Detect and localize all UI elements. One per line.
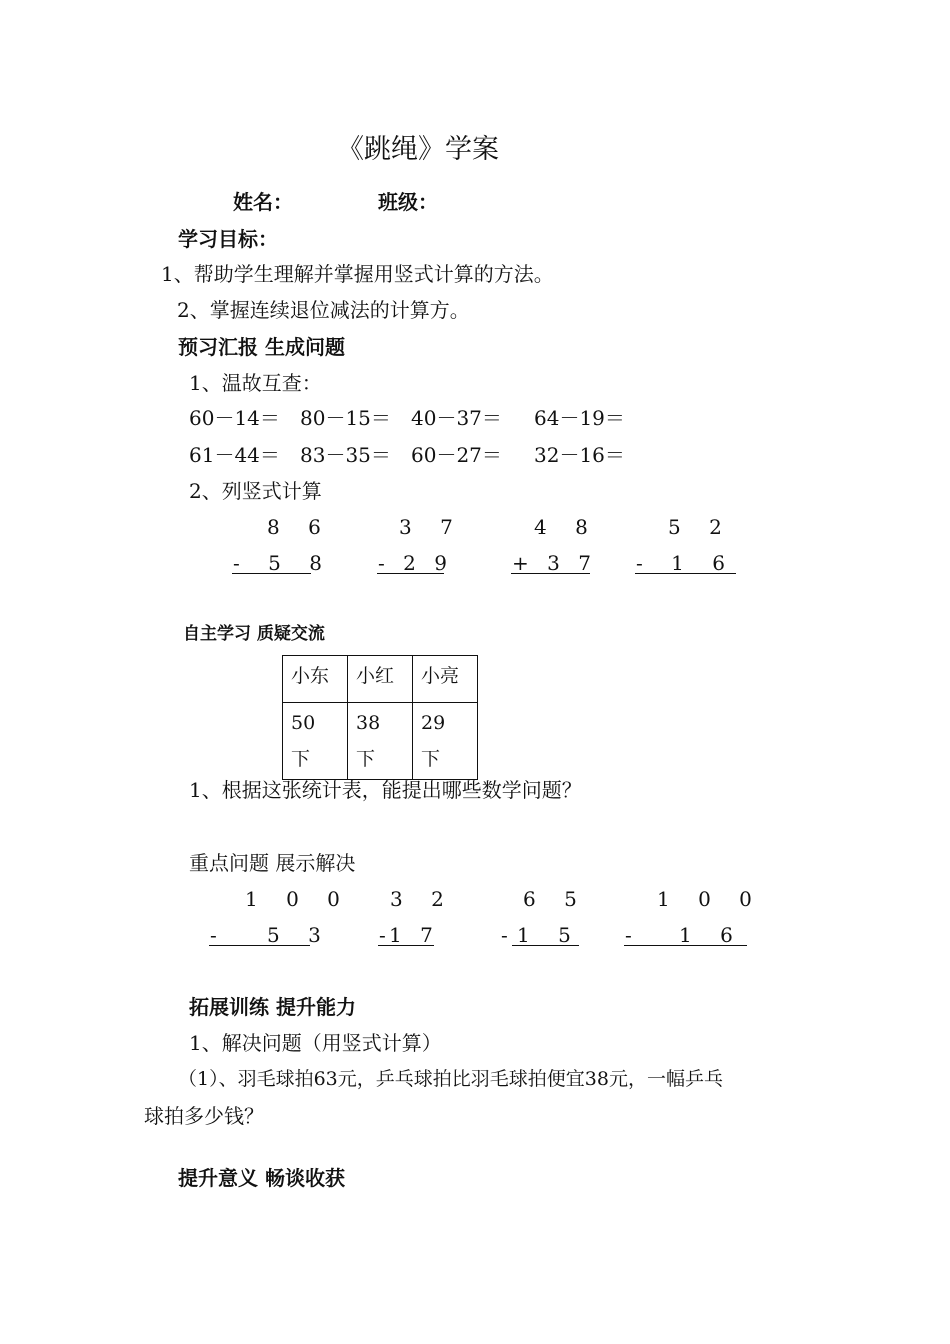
vcalc-4-bottom: - 1 6 (636, 551, 736, 575)
key-3-underline (512, 945, 579, 946)
stats-unit-xiaodong: 下 (291, 748, 311, 771)
extend-heading: 拓展训练 提升能力 (189, 995, 356, 1019)
stats-header-xiaoliang: 小亮 (413, 656, 478, 703)
self-study-heading: 自主学习 质疑交流 (183, 624, 325, 644)
key-2-underline (378, 945, 434, 946)
key-3-bottom: 1 5 (517, 923, 582, 947)
review-expr-8: 32－16＝ (534, 443, 625, 467)
stats-value-row (283, 703, 478, 780)
key-4-sign: - (625, 923, 632, 947)
review-expr-3: 40－37＝ (411, 406, 502, 430)
vcalc-1-underline (232, 573, 311, 574)
stats-cell-xiaohong (348, 703, 413, 780)
stats-question: 1、根据这张统计表，能提出哪些数学问题？ (189, 778, 582, 802)
review-expr-6: 83－35＝ (300, 443, 391, 467)
stats-cell-xiaoliang (413, 703, 478, 780)
key-heading: 重点问题 展示解决 (189, 851, 356, 875)
key-2-sign: - (379, 923, 386, 947)
key-1-underline (209, 945, 310, 946)
key-3-top: 6 5 (523, 887, 588, 911)
vcalc-3-top: 4 8 (534, 515, 599, 539)
review-expr-2: 80－15＝ (300, 406, 391, 430)
vcalc-1-bottom: - 5 8 (233, 551, 333, 575)
extend-problem-line2: 球拍多少钱？ (144, 1104, 264, 1128)
stats-table (282, 655, 478, 780)
vertical-calc-label: 2、列竖式计算 (189, 479, 322, 503)
key-2-top: 3 2 (390, 887, 455, 911)
vcalc-3-bottom: + 3 7 (512, 551, 597, 575)
vcalc-1-top: 8 6 (267, 515, 332, 539)
vcalc-2-top: 3 7 (399, 515, 464, 539)
vcalc-4-underline (635, 573, 736, 574)
preview-heading: 预习汇报 生成问题 (178, 335, 345, 359)
stats-unit-xiaohong: 下 (356, 748, 376, 771)
key-1-bottom: 5 3 (267, 923, 332, 947)
key-2-bottom: 1 7 (389, 923, 439, 947)
objective-item-1: 1、帮助学生理解并掌握用竖式计算的方法。 (161, 262, 554, 286)
stats-cell-xiaodong (283, 703, 348, 780)
extend-item: 1、解决问题（用竖式计算） (189, 1031, 442, 1055)
key-4-underline (624, 945, 747, 946)
vcalc-2-underline (377, 573, 444, 574)
review-expr-5: 61－44＝ (189, 443, 280, 467)
extend-problem-line1: （1）、羽毛球拍63元，乒乓球拍比羽毛球拍便宜38元，一幅乒乓 (178, 1068, 723, 1090)
review-expr-1: 60－14＝ (189, 406, 280, 430)
vcalc-3-underline (511, 573, 590, 574)
key-1-top: 1 0 0 (245, 887, 351, 911)
stats-value-xiaoliang: 29 (421, 712, 446, 734)
stats-header-xiaodong: 小东 (283, 656, 348, 703)
objectives-heading: 学习目标： (178, 227, 278, 251)
stats-unit-xiaoliang: 下 (421, 748, 441, 771)
stats-header-row (283, 656, 478, 703)
vcalc-2-bottom: - 2 9 (378, 551, 453, 575)
key-1-sign: - (210, 923, 217, 947)
closing-heading: 提升意义 畅谈收获 (178, 1166, 345, 1190)
page-title: 《跳绳》学案 (337, 134, 499, 165)
class-label: 班级： (378, 190, 438, 214)
review-label: 1、温故互查： (189, 371, 322, 395)
vcalc-4-top: 5 2 (668, 515, 733, 539)
key-3-sign: - (501, 923, 508, 947)
review-expr-7: 60－27＝ (411, 443, 502, 467)
key-4-top: 1 0 0 (657, 887, 763, 911)
key-4-bottom: 1 6 (679, 923, 744, 947)
stats-value-xiaodong: 50 (291, 712, 316, 734)
objective-item-2: 2、掌握连续退位减法的计算方。 (177, 298, 470, 322)
review-expr-4: 64－19＝ (534, 406, 625, 430)
name-label: 姓名： (233, 190, 293, 214)
stats-header-xiaohong: 小红 (348, 656, 413, 703)
stats-value-xiaohong: 38 (356, 712, 381, 734)
